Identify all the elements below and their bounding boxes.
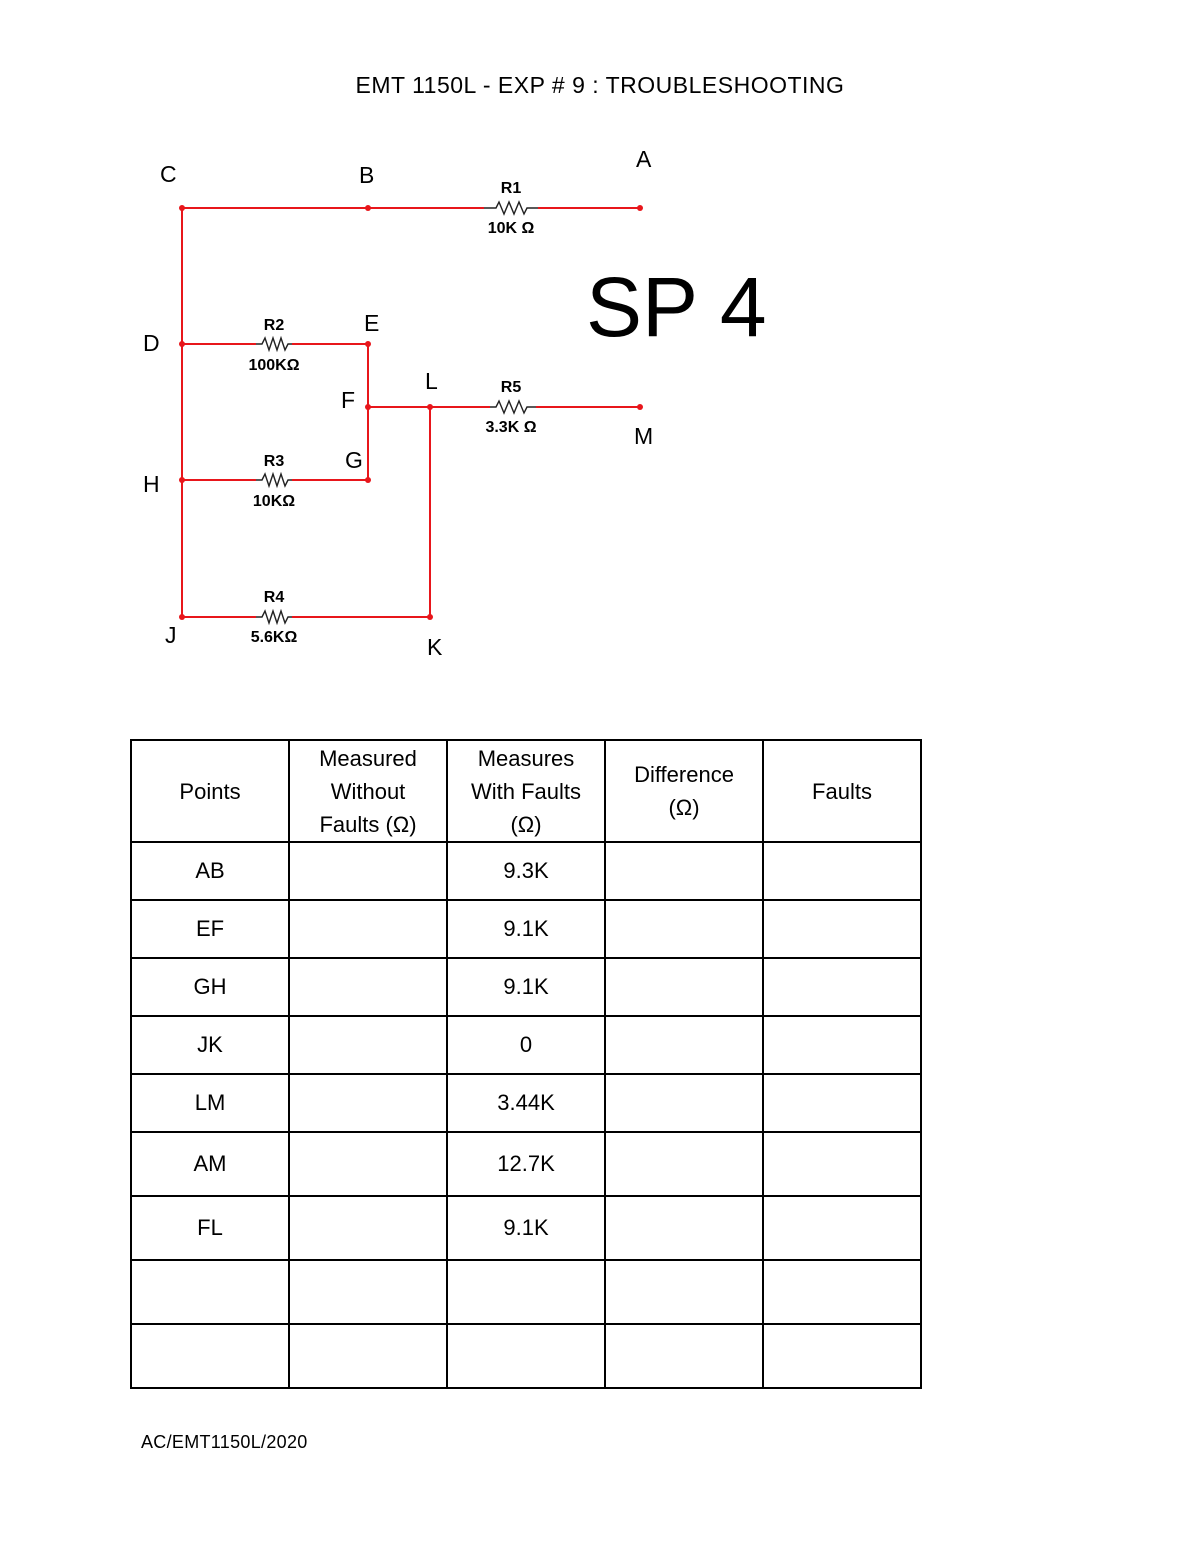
junction-dots [179,205,643,620]
node-f-dot [365,404,371,410]
cell-points: GH [131,958,289,1016]
table-row [131,1074,921,1132]
cell-with-faults: 9.1K [447,958,605,1016]
header-faults: Faults [763,740,921,842]
table-header-row [131,740,921,842]
header-measures-with-faults [447,740,605,842]
table-row [131,958,921,1016]
resistor-r4-symbol [256,611,292,623]
header-measured-without-line1: Measured [319,745,417,771]
cell-faults[interactable] [763,1132,921,1196]
table-row [131,1196,921,1260]
cell-difference[interactable] [605,958,763,1016]
node-j-dot [179,614,185,620]
cell-points: EF [131,900,289,958]
node-label-h: H [143,471,160,497]
cell-without-faults[interactable] [289,1260,447,1324]
header-measured-with-line1: Measures [477,745,575,771]
cell-without-faults[interactable] [289,1016,447,1074]
table-row [131,1132,921,1196]
cell-difference[interactable] [605,1132,763,1196]
cell-points: FL [131,1196,289,1260]
node-label-f: F [341,387,356,413]
resistor-r2-value: 100KΩ [248,357,300,374]
node-d-dot [179,341,185,347]
cell-with-faults[interactable] [447,1324,605,1388]
table-row [131,1016,921,1074]
resistor-r5-value: 3.3K Ω [485,419,537,436]
cell-with-faults: 0 [447,1016,605,1074]
cell-with-faults: 12.7K [447,1132,605,1196]
cell-difference[interactable] [605,842,763,900]
cell-difference[interactable] [605,1196,763,1260]
header-difference-line2: (Ω) [668,795,700,820]
measurement-table [130,739,922,1389]
header-points: Points [131,740,289,842]
cell-without-faults[interactable] [289,1324,447,1388]
cell-without-faults[interactable] [289,1196,447,1260]
node-label-c: C [160,161,177,187]
cell-without-faults[interactable] [289,1132,447,1196]
cell-points: JK [131,1016,289,1074]
cell-points: AM [131,1132,289,1196]
cell-difference[interactable] [605,1074,763,1132]
table-row [131,842,921,900]
cell-difference[interactable] [605,1016,763,1074]
node-e-dot [365,341,371,347]
header-measured-without-line3: Faults (Ω) [319,811,417,837]
cell-points[interactable] [131,1260,289,1324]
table-row [131,1260,921,1324]
cell-faults[interactable] [763,1196,921,1260]
resistor-r4-name: R4 [263,589,285,606]
document-footer: AC/EMT1150L/2020 [141,1432,308,1452]
node-a-dot [637,205,643,211]
cell-difference[interactable] [605,1260,763,1324]
cell-without-faults[interactable] [289,1074,447,1132]
header-difference-line1: Difference [634,762,734,787]
resistor-r1-name: R1 [500,180,522,197]
circuit-wires [182,208,640,617]
node-g-dot [365,477,371,483]
resistor-symbols [256,202,538,623]
cell-without-faults[interactable] [289,958,447,1016]
node-l-dot [427,404,433,410]
resistor-r3-value: 10KΩ [252,493,296,510]
cell-faults[interactable] [763,1324,921,1388]
cell-with-faults: 9.3K [447,842,605,900]
resistor-r2-name: R2 [263,317,285,334]
header-measured-with-line2: With Faults [470,778,582,804]
resistor-r1-symbol [484,202,538,214]
table-row [131,900,921,958]
cell-faults[interactable] [763,958,921,1016]
cell-with-faults[interactable] [447,1260,605,1324]
circuit-set-label: SP 4 [586,260,767,354]
header-measured-with-line3: (Ω) [510,811,542,837]
node-label-k: K [427,634,443,660]
cell-with-faults: 9.1K [447,1196,605,1260]
cell-without-faults[interactable] [289,900,447,958]
node-h-dot [179,477,185,483]
cell-faults[interactable] [763,1016,921,1074]
resistor-r1-value: 10K Ω [487,220,535,237]
document-title: EMT 1150L - EXP # 9 : TROUBLESHOOTING [355,72,845,98]
node-label-m: M [634,423,654,449]
cell-points[interactable] [131,1324,289,1388]
node-label-e: E [364,310,380,336]
node-label-a: A [636,146,652,172]
cell-difference[interactable] [605,900,763,958]
node-label-j: J [165,622,177,648]
node-k-dot [427,614,433,620]
resistor-r5-name: R5 [500,379,522,396]
circuit-diagram [0,0,1200,700]
cell-difference[interactable] [605,1324,763,1388]
node-labels [143,146,653,660]
cell-faults[interactable] [763,1260,921,1324]
node-label-d: D [143,330,160,356]
resistor-r3-symbol [256,474,292,486]
header-measured-without-faults [289,740,447,842]
cell-with-faults: 9.1K [447,900,605,958]
resistor-r3-name: R3 [263,453,285,470]
resistor-r5-symbol [490,401,536,413]
cell-points: LM [131,1074,289,1132]
node-label-g: G [345,447,363,473]
resistor-r2-symbol [256,338,292,350]
cell-faults[interactable] [763,842,921,900]
cell-points: AB [131,842,289,900]
node-m-dot [637,404,643,410]
table-row [131,1324,921,1388]
cell-without-faults[interactable] [289,842,447,900]
header-measured-without-line2: Without [330,778,406,804]
cell-faults[interactable] [763,900,921,958]
node-label-b: B [359,162,375,188]
cell-with-faults: 3.44K [447,1074,605,1132]
resistor-r4-value: 5.6KΩ [250,629,298,646]
resistor-labels [248,180,536,646]
node-c-dot [179,205,185,211]
header-difference [605,740,763,842]
node-label-l: L [425,368,438,394]
cell-faults[interactable] [763,1074,921,1132]
node-b-dot [365,205,371,211]
